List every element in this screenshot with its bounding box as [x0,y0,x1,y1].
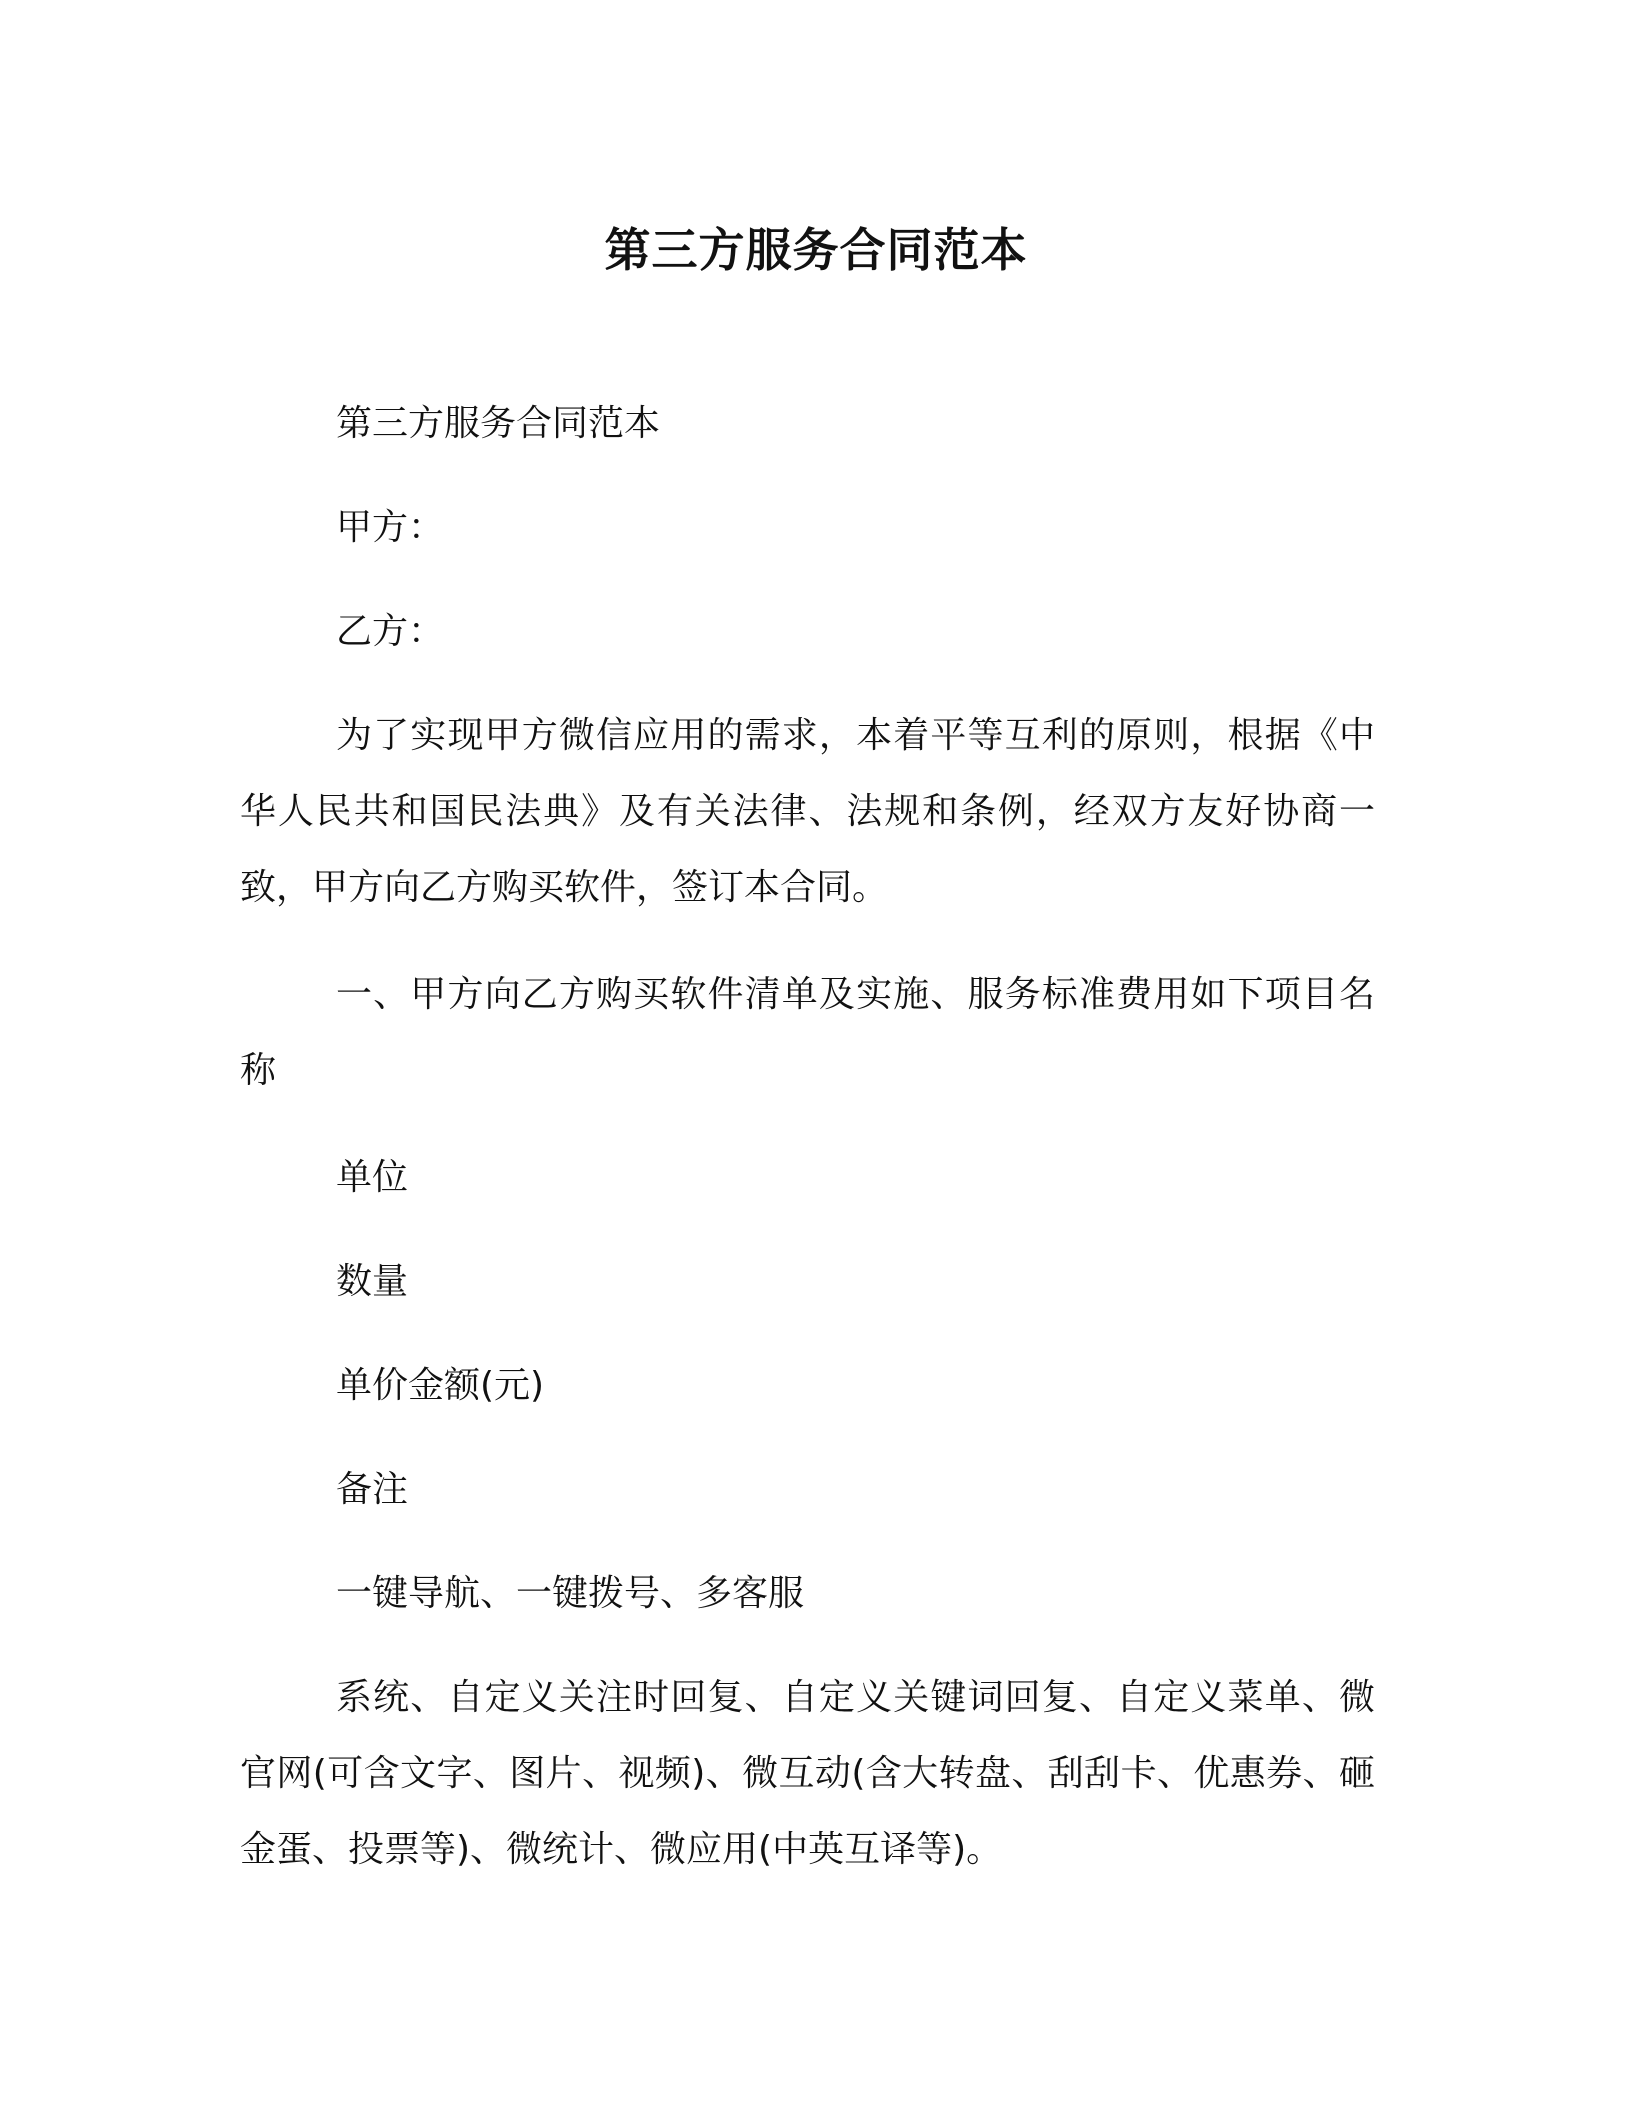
item-line-1: 一键导航、一键拨号、多客服 [336,1573,805,1614]
column-remark-label: 备注 [336,1469,409,1510]
item-line-2: 系统、自定义关注时回复、自定义关键词回复、自定义菜单、微官网(可含文字、图片、视频)、微互动(含大转盘、刮刮卡、优惠券、砸金蛋、投票等)、微统计、微应用(中英互译等)。 [240,1677,1375,1870]
party-b-label: 乙方： [336,611,445,652]
section-1-heading: 一、甲方向乙方购买软件清单及实施、服务标准费用如下项目名称 [240,974,1375,1091]
intro-paragraph: 为了实现甲方微信应用的需求，本着平等互利的原则，根据《中华人民共和国民法典》及有关法律、法规和条例，经双方友好协商一致，甲方向乙方购买软件，签订本合同。 [240,715,1375,908]
column-unit-label: 单位 [336,1157,409,1198]
column-price-label: 单价金额(元) [336,1365,545,1406]
document-subtitle: 第三方服务合同范本 [336,403,661,444]
column-quantity-label: 数量 [336,1261,409,1302]
party-a-label: 甲方： [336,507,445,548]
document-title: 第三方服务合同范本 [604,223,1028,277]
